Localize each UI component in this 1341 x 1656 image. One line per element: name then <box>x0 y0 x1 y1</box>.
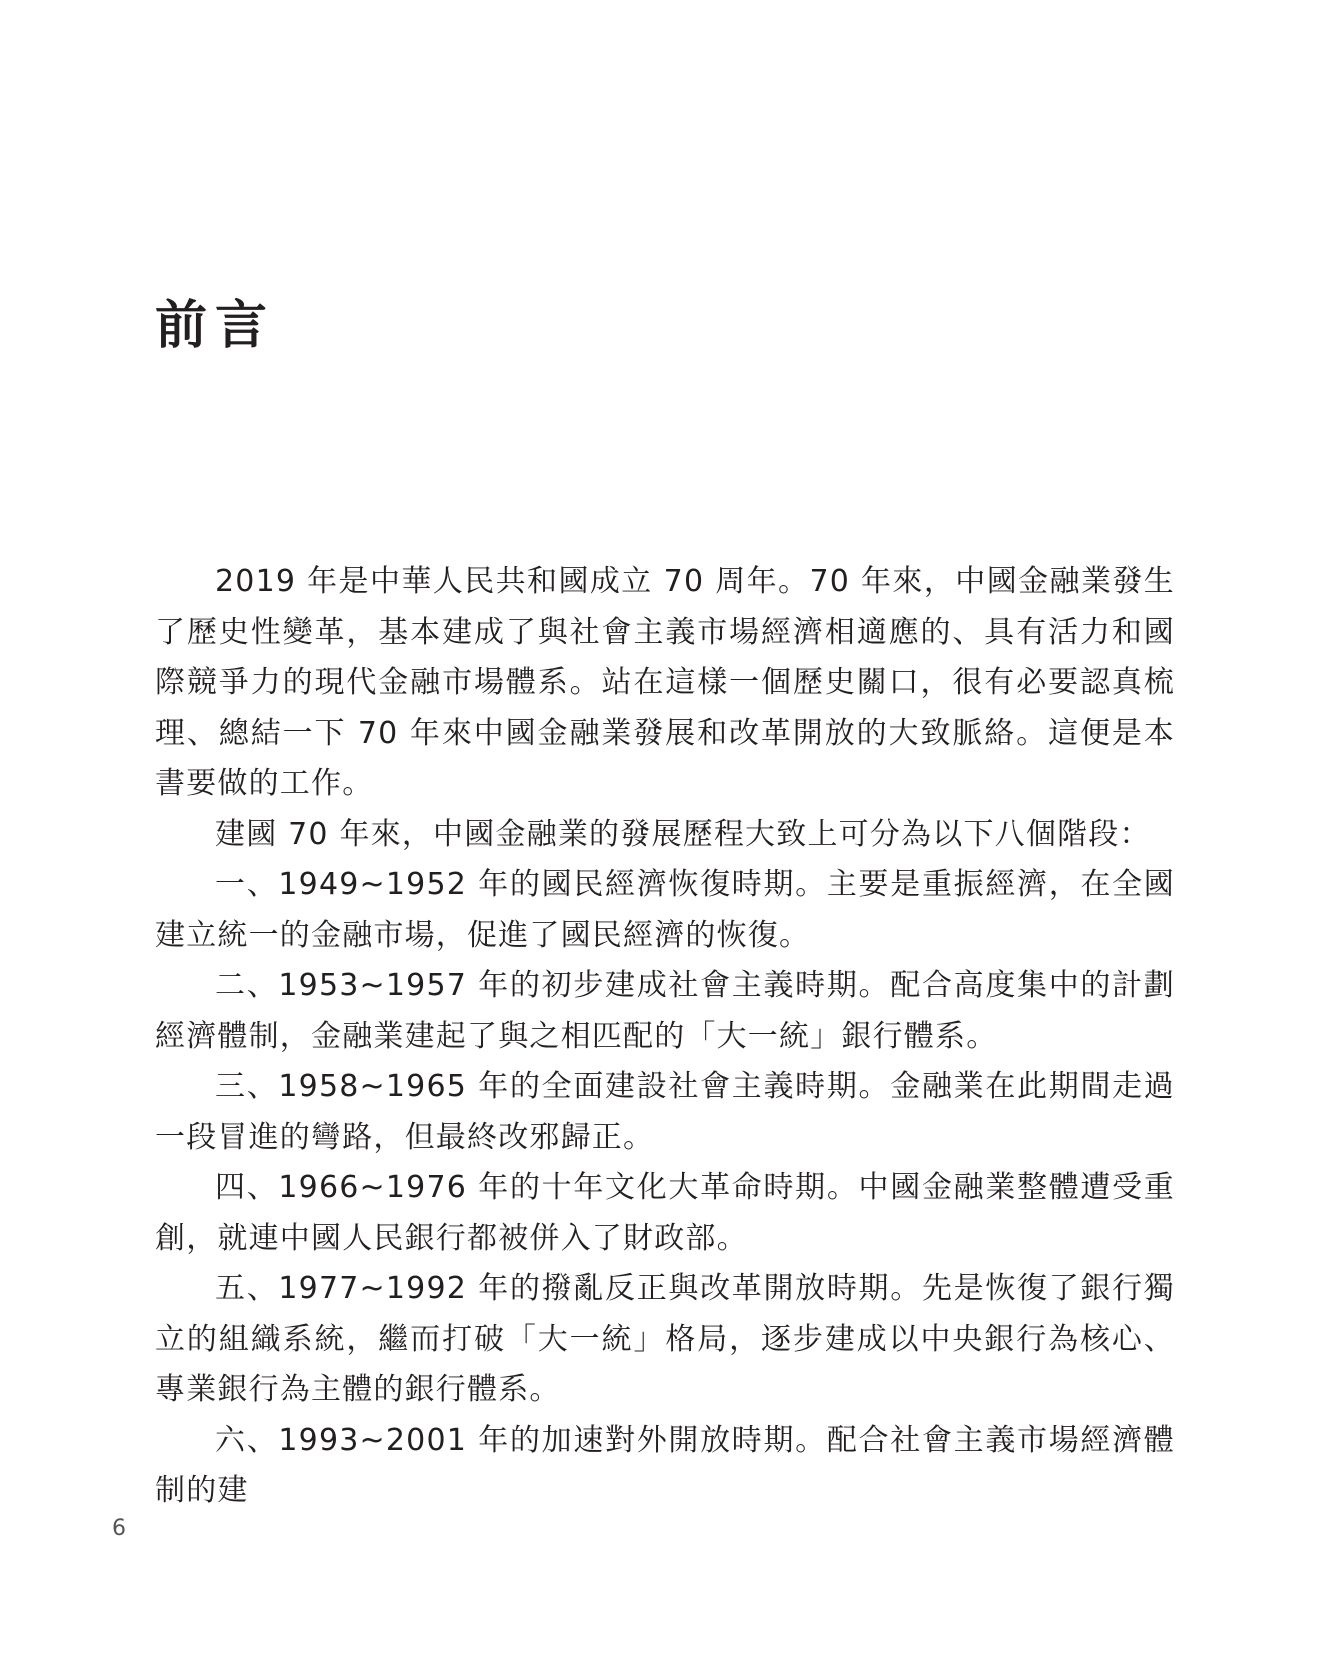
paragraph: 三、1958~1965 年的全面建設社會主義時期。金融業在此期間走過一段冒進的彎路，但最終改邪歸正。 <box>155 1069 1175 1155</box>
paragraph: 二、1953~1957 年的初步建成社會主義時期。配合高度集中的計劃經濟體制，金融業建起了與之相匹配的「大一統」銀行體系。 <box>155 968 1175 1054</box>
paragraph: 2019 年是中華人民共和國成立 70 周年。70 年來，中國金融業發生了歷史性變革，基本建成了與社會主義市場經濟相適應的、具有活力和國際競爭力的現代金融市場體系。站在這樣一個歷史關口，很有必要認真梳理、總結一下 70 年來中國金融業發展和改革開放的大致脈絡。這便是本書要做的工作。 <box>155 564 1175 801</box>
page-number: 6 <box>112 1516 126 1541</box>
paragraph: 五、1977~1992 年的撥亂反正與改革開放時期。先是恢復了銀行獨立的組織系統，繼而打破「大一統」格局，逐步建成以中央銀行為核心、專業銀行為主體的銀行體系。 <box>155 1271 1175 1407</box>
paragraph: 六、1993~2001 年的加速對外開放時期。配合社會主義市場經濟體制的建 <box>155 1422 1175 1508</box>
page-title: 前言 <box>155 295 276 356</box>
paragraph: 四、1966~1976 年的十年文化大革命時期。中國金融業整體遭受重創，就連中國人民銀行都被併入了財政部。 <box>155 1170 1175 1256</box>
body-text <box>155 557 1175 1517</box>
paragraph: 建國 70 年來，中國金融業的發展歷程大致上可分為以下八個階段： <box>215 816 1151 852</box>
paragraph: 一、1949~1952 年的國民經濟恢復時期。主要是重振經濟，在全國建立統一的金融市場，促進了國民經濟的恢復。 <box>155 867 1175 953</box>
